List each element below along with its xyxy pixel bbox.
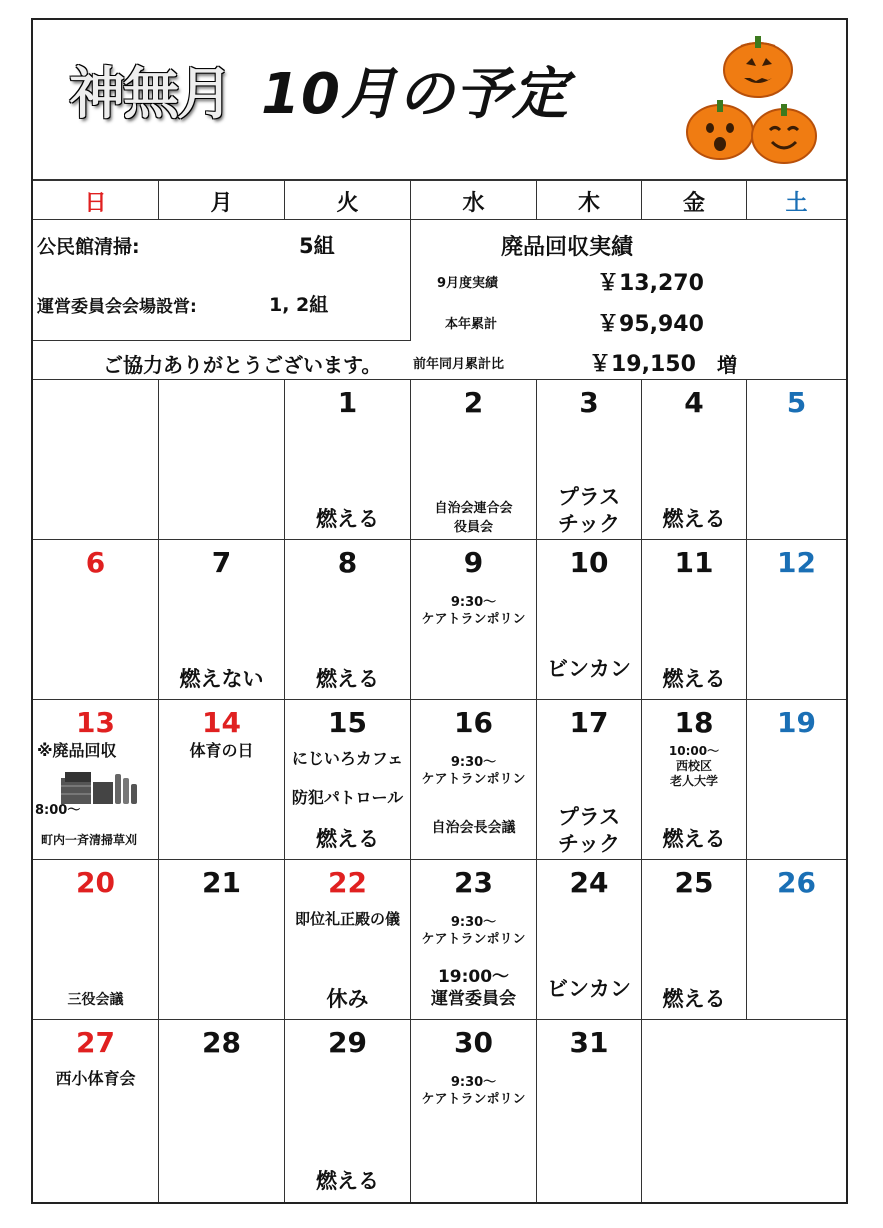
day-number: 25 <box>674 866 714 899</box>
day-number: 8 <box>337 546 358 579</box>
event-text: 9:30～ <box>450 595 497 610</box>
event-text: 役員会 <box>453 520 493 535</box>
year-value: ￥95,940 <box>597 312 704 337</box>
day-number: 10 <box>569 546 609 579</box>
event-text: 自治会長会議 <box>431 820 516 836</box>
day-cell-19 <box>747 700 846 859</box>
event-text: 9:30～ <box>450 755 497 770</box>
day-number: 23 <box>454 866 493 899</box>
day-cell-6 <box>33 540 158 699</box>
recycle-info <box>411 220 846 340</box>
event-text: 10:00～ <box>668 744 720 758</box>
weekday-tue: 火 <box>336 190 359 216</box>
event-text: 西校区 <box>675 759 712 773</box>
year-label: 本年累計 <box>445 317 498 332</box>
day-cell-13 <box>33 700 158 859</box>
pumpkins-illustration <box>658 32 818 172</box>
day-number: 16 <box>454 706 493 739</box>
day-cell-11 <box>642 540 746 699</box>
weekday-fri: 金 <box>682 190 705 216</box>
pumpkin-icon-right <box>752 104 816 163</box>
day-number: 24 <box>569 866 609 899</box>
event-text: 防犯パトロール <box>291 788 404 807</box>
day-number: 30 <box>454 1026 493 1059</box>
day-cell-26 <box>747 860 846 1019</box>
day-number: 11 <box>674 546 714 579</box>
day-cell-10 <box>537 540 641 699</box>
day-cell-30 <box>411 1020 536 1202</box>
pumpkin-icon-top <box>724 36 792 97</box>
day-cell-27 <box>33 1020 158 1202</box>
event-burnable: 燃える <box>662 827 726 851</box>
event-text: 西小体育会 <box>55 1069 136 1088</box>
day-cell-20 <box>33 860 158 1019</box>
page-title: 10月の予定 <box>261 62 569 127</box>
day-number: 1 <box>337 386 358 419</box>
weekday-wed: 水 <box>462 190 485 216</box>
event-burnable: 燃える <box>316 827 379 851</box>
day-number: 5 <box>786 386 807 419</box>
day-cell-24 <box>537 860 641 1019</box>
weekday-sat: 土 <box>785 190 808 216</box>
event-text: にじいろカフェ <box>291 749 404 768</box>
weekday-mon: 月 <box>210 190 233 216</box>
event-text: 町内一斉清掃草刈 <box>41 833 138 847</box>
event-text: チック <box>557 832 621 856</box>
event-text: 運営委員会 <box>431 989 516 1009</box>
event-text: 自治会連合会 <box>434 501 513 516</box>
day-cell-25 <box>642 860 746 1019</box>
day-cell-17 <box>537 700 641 859</box>
compare-value: ￥19,150 <box>589 352 696 377</box>
event-text: チック <box>557 512 621 536</box>
day-number: 21 <box>202 866 241 899</box>
event-text: 9:30～ <box>450 1075 497 1090</box>
event-time: 8:00～ <box>35 803 81 818</box>
day-cell-4 <box>642 380 746 539</box>
day-cell-8 <box>285 540 410 699</box>
pumpkin-icon-left <box>687 100 753 159</box>
day-number: 14 <box>202 706 241 739</box>
day-cell-29 <box>285 1020 410 1202</box>
day-number: 19 <box>777 706 816 739</box>
event-burnable: 燃える <box>662 987 726 1011</box>
event-burnable: 燃える <box>316 667 379 691</box>
divider <box>33 179 846 181</box>
day-cell-21 <box>159 860 284 1019</box>
event-nonburnable: 燃えない <box>179 667 264 691</box>
recycle-title: 廃品回収実績 <box>501 235 634 260</box>
weekday-thu: 木 <box>577 190 600 216</box>
event-burnable: 燃える <box>316 1169 379 1193</box>
day-number: 27 <box>76 1026 115 1059</box>
month-name-kanna: 神無月 <box>69 62 231 127</box>
event-text: 9:30～ <box>450 915 497 930</box>
sept-label: 9月度実績 <box>437 276 499 291</box>
day-cell-12 <box>747 540 846 699</box>
event-cans: ビンカン <box>547 977 631 1001</box>
weekday-sun: 日 <box>84 190 107 216</box>
event-holiday: 休み <box>326 987 369 1011</box>
event-text: ケアトランポリン <box>421 772 526 787</box>
event-text: プラス <box>557 485 621 509</box>
event-holiday: 体育の日 <box>189 741 254 760</box>
event-cans: ビンカン <box>547 657 631 681</box>
event-recycle: ※廃品回収 <box>37 741 117 760</box>
day-cell-18 <box>642 700 746 859</box>
sept-value: ￥13,270 <box>597 271 704 296</box>
event-burnable: 燃える <box>662 507 726 531</box>
event-burnable: 燃える <box>662 667 726 691</box>
day-cell-14 <box>159 700 284 859</box>
day-number: 15 <box>328 706 367 739</box>
title-area <box>33 20 846 180</box>
day-cell-16 <box>411 700 536 859</box>
day-number: 26 <box>777 866 816 899</box>
event-text: プラス <box>557 805 621 829</box>
day-number: 6 <box>85 546 106 579</box>
day-cell-3 <box>537 380 641 539</box>
day-cell-9 <box>411 540 536 699</box>
day-cell-28 <box>159 1020 284 1202</box>
day-number: 13 <box>76 706 115 739</box>
event-burnable: 燃える <box>316 507 379 531</box>
event-text: ケアトランポリン <box>421 932 526 947</box>
duty-info <box>33 220 410 340</box>
day-number: 7 <box>211 546 232 579</box>
day-number: 18 <box>674 706 714 739</box>
day-number: 2 <box>463 386 484 419</box>
day-number: 31 <box>569 1026 609 1059</box>
day-cell-5 <box>747 380 846 539</box>
event-text: 三役会議 <box>67 992 124 1008</box>
day-cell-22 <box>285 860 410 1019</box>
thanks-row <box>33 341 846 379</box>
compare-label: 前年同月累計比 <box>413 357 505 372</box>
day-number: 20 <box>76 866 115 899</box>
day-number: 3 <box>579 386 599 419</box>
event-time: 19:00～ <box>437 967 510 987</box>
setup-label: 運営委員会会場設営: <box>37 297 197 317</box>
day-number: 17 <box>569 706 609 739</box>
day-number: 9 <box>463 546 484 579</box>
day-cell-2 <box>411 380 536 539</box>
thanks-text: ご協力ありがとうございます。 <box>103 353 382 377</box>
compare-suffix: 増 <box>717 353 737 377</box>
event-text: 老人大学 <box>669 774 718 788</box>
event-text: 即位礼正殿の儀 <box>294 910 400 928</box>
event-text: ケアトランポリン <box>421 1092 526 1107</box>
setup-value: 1, 2組 <box>269 294 329 316</box>
day-number: 28 <box>202 1026 241 1059</box>
day-number: 4 <box>684 386 704 419</box>
cleaning-value: 5組 <box>299 234 335 258</box>
recycle-bundles-icon <box>59 764 139 806</box>
day-cell-15 <box>285 700 410 859</box>
day-number: 29 <box>328 1026 367 1059</box>
calendar-frame <box>31 18 848 1204</box>
event-text: ケアトランポリン <box>421 612 526 627</box>
day-cell-31 <box>537 1020 641 1202</box>
day-number: 12 <box>777 546 816 579</box>
cleaning-label: 公民館清掃: <box>37 236 140 258</box>
day-cell-23 <box>411 860 536 1019</box>
day-number: 22 <box>328 866 367 899</box>
day-cell-7 <box>159 540 284 699</box>
day-cell-1 <box>285 380 410 539</box>
